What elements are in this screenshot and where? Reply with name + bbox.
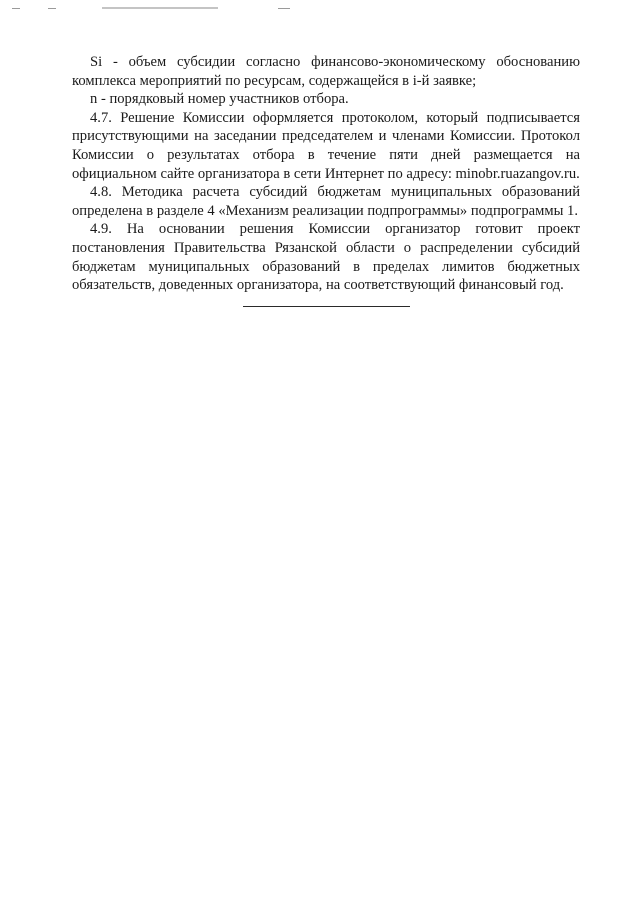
scan-artifact-marks: [0, 0, 640, 20]
document-body: [72, 53, 580, 295]
clause-4-7: 4.7. Решение Комиссии оформляется протоколом, который подписывается присутствующими на заседании председателем и членами Комиссии. Протокол Комиссии о результатах отбора в течение пяти дней размещается на официальном сайте организатора в сети Интернет по адресу: minobr.ruazangov.ru.: [72, 109, 580, 182]
formula-variable-n-definition: n - порядковый номер участников отбора.: [90, 91, 349, 108]
closing-divider-line: [243, 306, 410, 307]
formula-variable-si-definition: Si - объем субсидии согласно финансово-экономическому обоснованию комплекса мероприятий по ресурсам, содержащейся в i-й заявке;: [72, 54, 580, 89]
clause-4-9: 4.9. На основании решения Комиссии организатор готовит проект постановления Правительства Рязанской области о распределении субсидий бюджетам муниципальных образований в пределах лимитов бюджетных обязательств, доведенных организатора, на соответствующий финансовый год.: [72, 221, 580, 294]
clause-4-8: 4.8. Методика расчета субсидий бюджетам муниципальных образований определена в разделе 4 «Механизм реализации подпрограммы» подпрограммы 1.: [72, 184, 580, 219]
